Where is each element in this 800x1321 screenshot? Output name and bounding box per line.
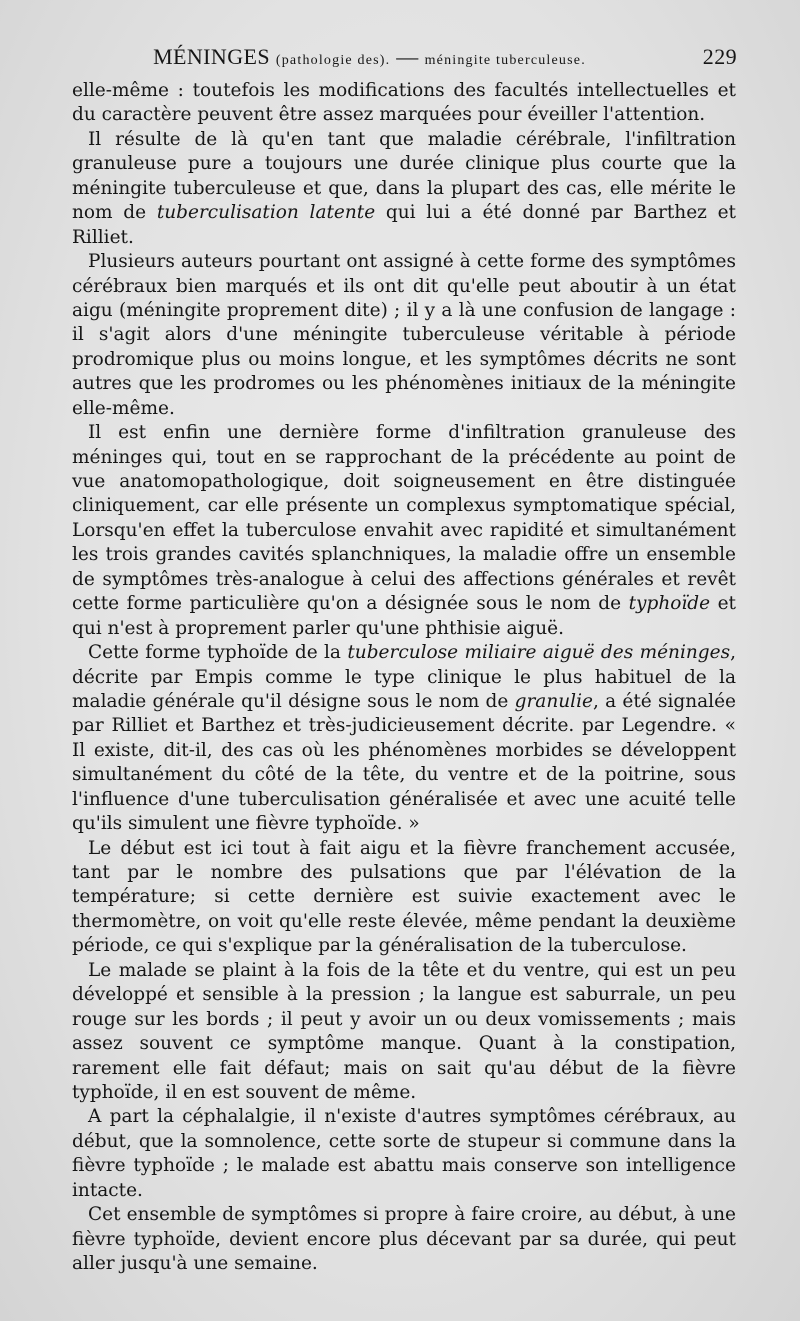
paragraph xyxy=(72,128,736,250)
text-run: Il résulte de là qu'en tant que maladie cérébrale, l'infiltration granuleuse pure a toujours une durée clinique plus courte que la méningite tuberculeuse et que, dans la plupart des cas, elle mérite le nom de xyxy=(72,128,736,224)
header-title-sub: méningite tuberculeuse. xyxy=(424,53,586,68)
paragraph xyxy=(72,79,736,128)
paragraph xyxy=(72,1203,736,1276)
text-run: , a été signalée par Rilliet et Barthez et très-judicieusement décrite. par Legendre. « Il existe, dit-il, des cas où les phénomènes morbides se développent simultanément du côté de la tête, du ventre et de la poitrine, sous l'influence d'une tuberculisation généralisée et avec une acuité telle qu'ils simulent une fièvre typhoïde. » xyxy=(72,690,736,835)
text-run: Le début est ici tout à fait aigu et la fièvre franchement accusée, tant par le nombre des pulsations que par l'élévation de la température; si cette dernière est suivie exactement avec le thermomètre, on voit qu'elle reste élevée, même pendant la deuxième période, ce qui s'explique par la généralisation de la tuberculose. xyxy=(72,837,736,957)
header-title-paren: (pathologie des). xyxy=(275,53,391,68)
italic-text: typhoïde xyxy=(628,593,711,615)
text-run: Cette forme typhoïde de la xyxy=(88,642,348,664)
text-run: et qui n'est à proprement parler qu'une phthisie aiguë. xyxy=(72,593,736,639)
text-run: A part la céphalalgie, il n'existe d'autres symptômes cérébraux, au début, que la somnolence, cette sorte de stupeur si commune dans la fièvre typhoïde ; le malade est abattu mais conserve son intelligence intacte. xyxy=(72,1106,736,1201)
running-title xyxy=(72,44,667,70)
paragraph xyxy=(72,250,736,421)
text-run: elle-même : toutefois les modifications des facultés intellectuelles et du caractère peuvent être assez marquées pour éveiller l'attention. xyxy=(72,80,736,126)
paragraph xyxy=(72,1105,736,1203)
italic-text: tuberculisation latente xyxy=(156,202,376,224)
italic-text: granulie xyxy=(514,690,593,712)
paragraph xyxy=(72,641,736,837)
page-number: 229 xyxy=(702,44,737,69)
text-run: , décrite par Empis comme le type clinique le plus habituel de la maladie générale qu'il désigne sous le nom de xyxy=(72,642,736,712)
text-run: qui lui a été donné par Barthez et Rilliet. xyxy=(72,202,736,248)
header-dash: — xyxy=(390,44,425,69)
header-title-main: MÉNINGES xyxy=(153,44,270,69)
text-run: Le malade se plaint à la fois de la tête et du ventre, qui est un peu développé et sensible à la pression ; la langue est saburrale, un peu rouge sur les bords ; il peut y avoir un ou deux vomissements ; mais assez souvent ce symptôme manque. Quant à la constipation, rarement elle fait défaut; mais on sait qu'au début de la fièvre typhoïde, il en est souvent de même. xyxy=(72,959,736,1103)
paragraph xyxy=(72,837,736,959)
running-header xyxy=(72,44,737,76)
italic-text: tuberculose miliaire aiguë des méninges xyxy=(347,642,731,664)
text-run: Il est enfin une dernière forme d'infiltration granuleuse des méninges qui, tout en se rapprochant de la précédente au point de vue anatomopathologique, doit soigneusement en être distinguée cliniquement, car elle présente un complexus symptomatique spécial, Lorsqu'en effet la tuberculose envahit avec rapidité et simultanément les trois grandes cavités splanchniques, la maladie offre un ensemble de symptômes très-analogue à celui des affections générales et revêt cette forme particulière qu'on a désignée sous le nom de xyxy=(72,422,736,615)
paragraph xyxy=(72,421,736,641)
text-run: Cet ensemble de symptômes si propre à faire croire, au début, à une fièvre typhoïde, devient encore plus décevant par sa durée, qui peut aller jusqu'à une semaine. xyxy=(72,1204,736,1274)
text-run: Plusieurs auteurs pourtant ont assigné à cette forme des symptômes cérébraux bien marqués et ils ont dit qu'elle peut aboutir à un état aigu (méningite proprement dite) ; il y a là une confusion de langage : il s'agit alors d'une méningite tuberculeuse véritable à période prodromique plus ou moins longue, et les symptômes décrits ne sont autres que les prodromes ou les phénomènes initiaux de la méningite elle-même. xyxy=(72,251,736,419)
body-text xyxy=(72,79,736,1276)
paragraph xyxy=(72,959,736,1106)
